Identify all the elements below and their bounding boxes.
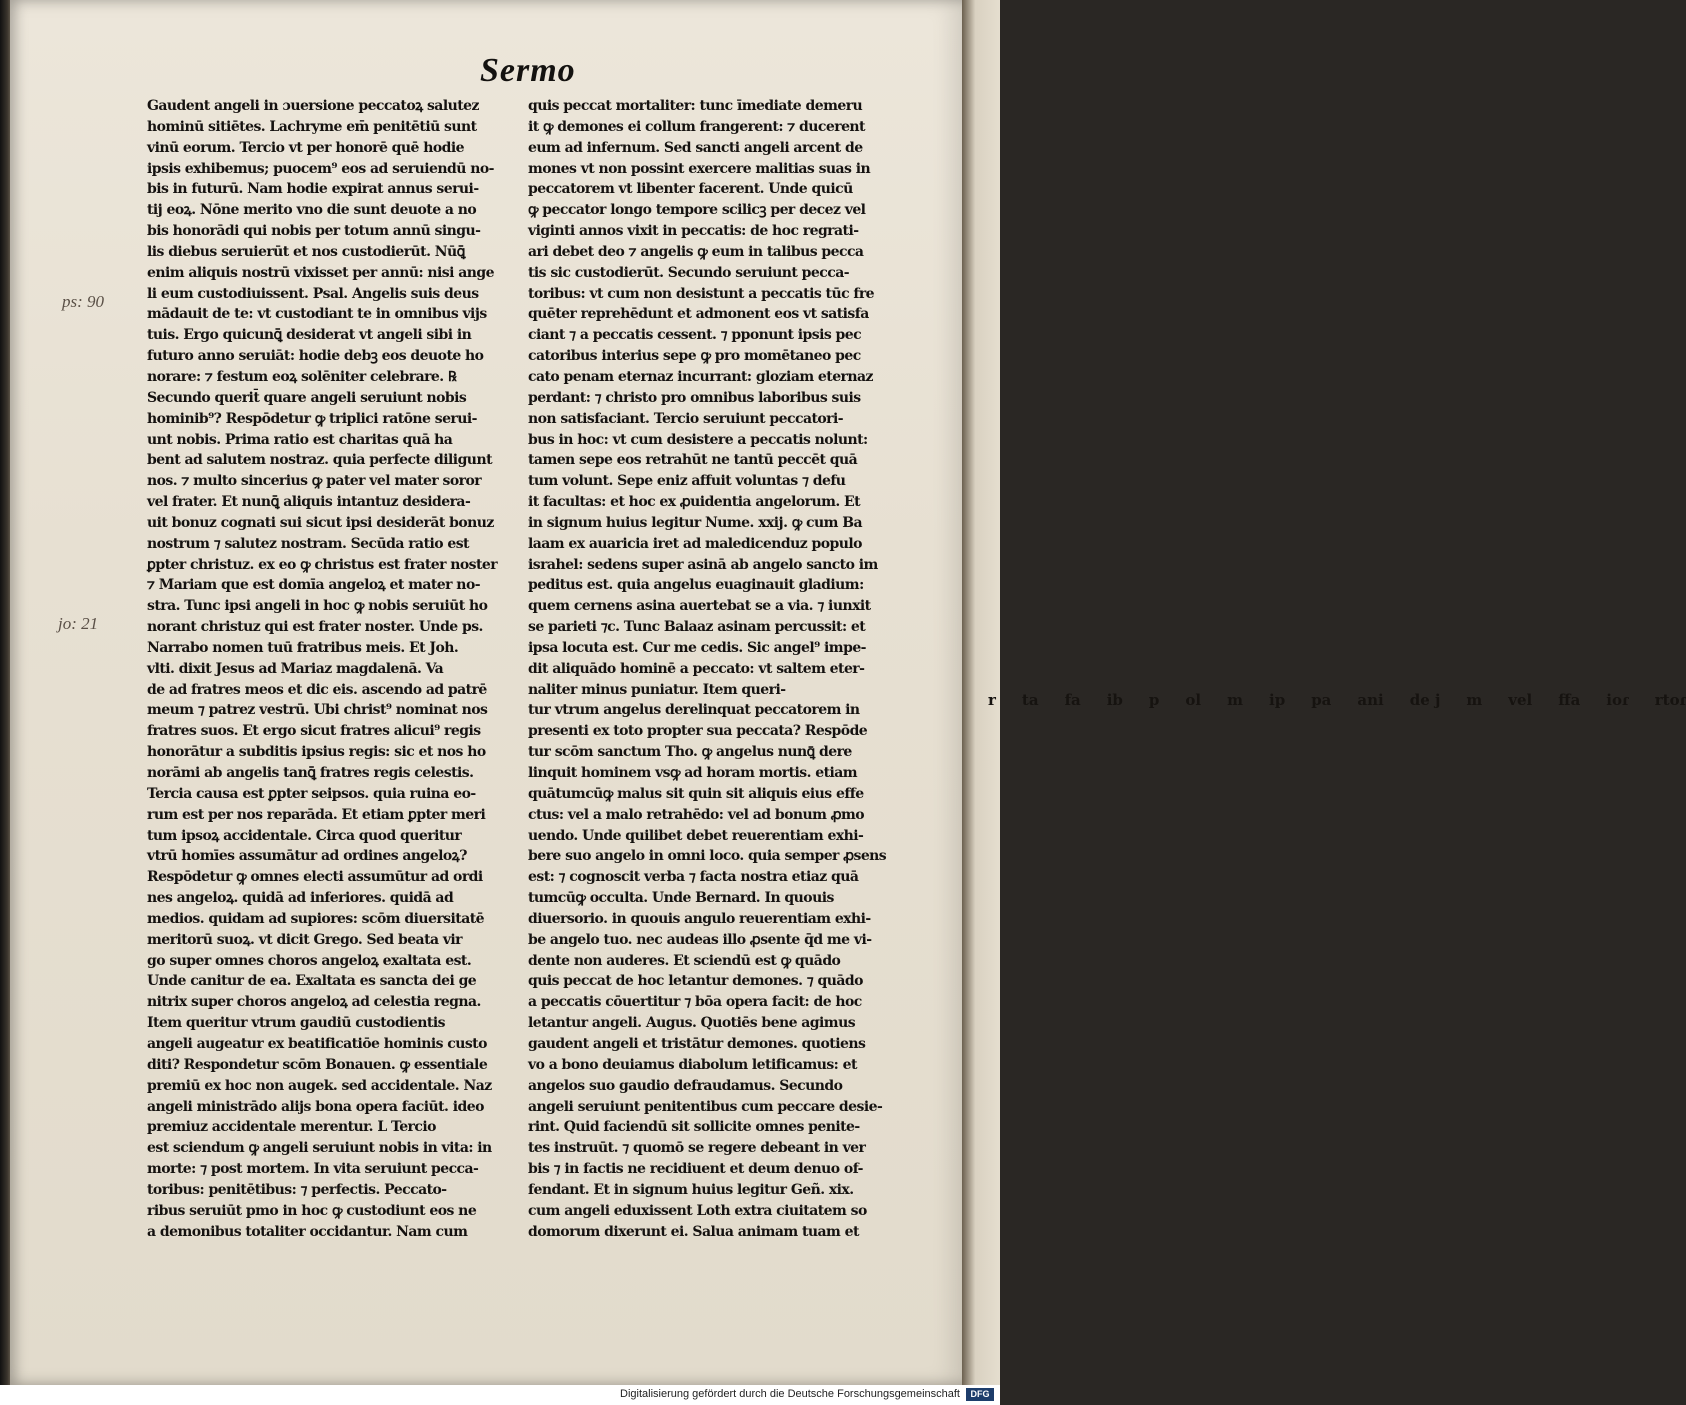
text-line: letantur angeli. Augus. Quotiēs bene agimus [528, 1015, 856, 1032]
text-line: viginti annos vixit in peccatis: de hoc regrati- [528, 223, 859, 240]
text-line: peditus est. quia angelus euaginauit gladium: [528, 577, 864, 594]
adjacent-text-fragment: rtoɾ [1654, 691, 1686, 709]
text-line: bis honorādi qui nobis per totum annū singu- [147, 223, 481, 240]
text-line: quātumcūꝙ malus sit quin sit aliquis eius effe [528, 785, 864, 802]
text-line: bis in futurū. Nam hodie expirat annus serui- [147, 181, 479, 198]
adjacent-page-text [962, 690, 1686, 710]
text-line: ciant ⁊ a peccatis cessent. ⁊ pponunt ipsis pec [528, 327, 862, 344]
text-line: diuersorio. in quouis angulo reuerentiam exhi- [528, 910, 871, 927]
adjacent-text-fragment: ol [1185, 691, 1202, 709]
text-line: toribus: penitētibus: ⁊ perfectis. Peccato- [147, 1181, 447, 1198]
text-line: quem cernens asina auertebat se a via. ⁊ iunxit [528, 598, 871, 615]
text-line: Narrabo nomen tuū fratribus meis. Et Joh. [147, 639, 459, 656]
text-line: uit bonuz cognati sui sicut ipsi desiderāt bonuz [147, 514, 494, 531]
adjacent-text-fragment: ioɾ [1606, 691, 1629, 709]
text-line: rum est per nos reparāda. Et etiam ꝑpter meri [147, 806, 486, 823]
text-line: ꝙ peccator longo tempore scilicꝫ per decez vel [528, 202, 866, 219]
text-line: be angelo tuo. nec audeas illo ꝓsente q̄d me vi- [528, 931, 872, 948]
text-line: ipsis exhibemus; puocem⁹ eos ad seruiendū no- [147, 160, 494, 177]
text-line: norāmi ab angelis tanꝗ̄ fratres regis celestis. [147, 765, 474, 781]
text-line: it facultas: et hoc ex ꝓuidentia angelorum. Et [528, 494, 861, 511]
text-line: premiū ex hoc non augek. sed accidentale. Naz [147, 1077, 492, 1094]
adjacent-text-fragment: pa [1311, 691, 1332, 709]
text-line: laam ex auaricia iret ad maledicenduz populo [528, 535, 862, 552]
text-line: angeli seruiunt penitentibus cum peccare desie- [528, 1098, 883, 1115]
text-line: eum ad infernum. Sed sancti angeli arcent de [528, 139, 863, 156]
text-line: tij eoꝝ. Nōne merito vno die sunt deuote a no [147, 202, 477, 219]
text-line: angelos suo gaudio defraudamus. Secundo [528, 1077, 843, 1094]
text-line: ꝑpter christuz. ex eo ꝙ christus est frater noster [147, 556, 498, 573]
text-line: tumcūꝙ occulta. Unde Bernard. In quouis [528, 890, 834, 907]
text-line: tes instruūt. ⁊ quomō se regere debeant in ver [528, 1140, 866, 1157]
text-line: meritorū suoꝝ. vt dicit Grego. Sed beata vir [147, 931, 463, 948]
text-line: ribus seruiūt pmo in hoc ꝙ custodiunt eos ne [147, 1202, 477, 1219]
text-line: dit aliquādo hominē a peccato: vt saltem eter- [528, 660, 865, 677]
adjacent-text-fragment: ip [1269, 691, 1286, 709]
text-line: uendo. Unde quilibet debet reuerentiam exhi- [528, 827, 864, 844]
text-line: Respōdetur ꝙ omnes electi assumūtur ad ordi [147, 869, 483, 886]
text-line: Unde canitur de ea. Exaltata es sancta dei ge [147, 973, 477, 990]
margin-note-psalm: ps: 90 [62, 292, 105, 311]
text-line: toribus: vt cum non desistunt a peccatis tūc fre [528, 285, 875, 302]
adjacent-text-fragment: ib [1106, 691, 1123, 709]
text-line: vel frater. Et nunꝗ̄ aliquis intantuz desidera- [147, 494, 471, 511]
text-line: tur scōm sanctum Tho. ꝙ angelus nunꝗ̄ dere [528, 744, 852, 761]
text-line: tum volunt. Sepe eniz affuit voluntas ⁊ defu [528, 473, 846, 490]
adjacent-text-fragment: ta [1021, 691, 1039, 709]
text-line: unt nobis. Prima ratio est charitas quā ha [147, 431, 453, 448]
text-line: nos. ⁊ multo sincerius ꝙ pater vel mater soror [147, 473, 482, 490]
text-line: ctus: vel a malo retrahēdo: vel ad bonum ꝓmo [528, 806, 865, 823]
text-line: Item queritur vtrum gaudiū custodientis [147, 1015, 445, 1032]
text-line: diti? Respondetur scōm Bonauen. ꝙ essentiale [147, 1056, 488, 1073]
text-line: Tercia causa est ꝑpter seipsos. quia ruina eo- [147, 785, 476, 802]
text-line: presenti ex toto propter sua peccata? Respōde [528, 723, 868, 740]
text-line: se parieti ⁊c. Tunc Balaaz asinam percussit: et [528, 619, 866, 636]
text-line: vtrū homīes assumātur ad ordines angeloꝝ? [147, 848, 467, 865]
text-line: li eum custodiuissent. Psal. Angelis suis deus [147, 285, 479, 302]
text-line: nitrix super choros angeloꝝ ad celestia regna. [147, 994, 481, 1011]
text-line: nostrum ⁊ salutez nostram. Secūda ratio est [147, 535, 469, 552]
dfg-logo: DFG [966, 1388, 994, 1401]
text-line: quis peccat de hoc letantur demones. ⁊ quādo [528, 973, 863, 990]
adjacent-text-fragment: ani [1357, 691, 1384, 709]
text-line: ⁊ Mariam que est domīa angeloꝝ et mater no- [147, 577, 480, 594]
text-line: de ad fratres meos et dic eis. ascendo ad patrē [147, 681, 487, 698]
text-line: quis peccat mortaliter: tunc īmediate demeru [528, 98, 863, 114]
text-line: israhel: sedens super asinā ab angelo sancto im [528, 556, 878, 573]
digitization-footer [0, 1385, 1000, 1405]
text-line: angeli ministrādo alijs bona opera faciūt. ideo [147, 1098, 484, 1115]
text-line: peccatorem vt libenter facerent. Unde quicū [528, 181, 853, 198]
text-line: meum ⁊ patrez vestrū. Ubi christ⁹ nominat nos [147, 702, 488, 719]
text-line: a peccatis cōuertitur ⁊ bōa opera facit: de hoc [528, 994, 862, 1011]
adjacent-text-fragment: vel [1508, 691, 1533, 709]
text-line: bis ⁊ in factis ne recidiuent et deum denuo of- [528, 1161, 863, 1178]
text-line: medios. quidam ad supiores: scōm diuersitatē [147, 910, 484, 927]
text-line: tamen sepe eos retrahūt ne tantū peccēt quā [528, 452, 858, 469]
text-line: naliter minus puniatur. Item queri- [528, 681, 786, 698]
text-line: vinū eorum. Tercio vt per honorē quē hodie [147, 139, 464, 156]
text-line: norant christuz qui est frater noster. Unde ps. [147, 619, 483, 636]
adjacent-text-fragment: ffa [1558, 691, 1581, 709]
text-line: hominib⁹? Respōdetur ꝙ triplici ratōne serui- [147, 410, 477, 427]
text-line: bus in hoc: vt cum desistere a peccatis nolunt: [528, 431, 868, 448]
text-line: bere suo angelo in omni loco. quia semper ꝓsens [528, 848, 887, 865]
text-line: est sciendum ꝙ angeli seruiunt nobis in vita: in [147, 1140, 492, 1157]
adjacent-text-fragment: m [1227, 691, 1243, 709]
text-line: domorum dixerunt ei. Salua animam tuam et [528, 1223, 859, 1240]
text-line: mones vt non possint exercere malitias suas in [528, 160, 871, 177]
footer-credit: Digitalisierung gefördert durch die Deutsche Forschungsgemeinschaft [620, 1388, 960, 1400]
text-line: in signum huius legitur Nume. xxij. ꝙ cum Ba [528, 514, 862, 531]
text-line: futuro anno seruiāt: hodie debꝫ eos deuote ho [147, 348, 484, 365]
text-line: Gaudent angeli in ɔuersione peccatoꝝ salutez [147, 98, 479, 114]
text-line: go super omnes choros angeloꝝ exaltata est. [147, 952, 472, 969]
text-line: it ꝙ demones ei collum frangerent: ⁊ ducerent [528, 118, 865, 135]
text-line: bent ad salutem nostraz. quia perfecte diligunt [147, 452, 492, 469]
text-line: non satisfaciant. Tercio seruiunt peccatori- [528, 410, 844, 427]
text-line: linquit hominem vsꝙ ad horam mortis. etiam [528, 765, 858, 781]
adjacent-text-fragment: r [988, 691, 996, 709]
text-line: a demonibus totaliter occidantur. Nam cum [147, 1223, 468, 1240]
text-line: norare: ⁊ festum eoꝝ solēniter celebrare. ℞ [147, 368, 457, 385]
text-line: vlti. dixit Jesus ad Mariaz magdalenā. Va [147, 660, 444, 677]
text-line: tur vtrum angelus derelinquat peccatorem in [528, 702, 860, 719]
text-line: tis sic custodierūt. Secundo seruiunt pecca- [528, 264, 850, 281]
text-line: cato penam eternaz incurrant: gloziam eternaz [528, 368, 873, 385]
adjacent-page-edge [962, 0, 1686, 1385]
adjacent-text-fragment: m [1466, 691, 1483, 709]
text-line: premiuz accidentale merentur. L Tercio [147, 1119, 436, 1136]
adjacent-text-fragment: fa [1064, 691, 1081, 709]
text-line: mādauit de te: vt custodiant te in omnibus vijs [147, 306, 487, 323]
text-line: quēter reprehēdunt et admonent eos vt satisfa [528, 306, 869, 323]
text-line: morte: ⁊ post mortem. In vita seruiunt pecca- [147, 1161, 479, 1178]
book-page [10, 0, 965, 1385]
text-line: fratres suos. Et ergo sicut fratres alicui⁹ regis [147, 723, 481, 740]
text-line: gaudent angeli et tristātur demones. quotiens [528, 1035, 866, 1052]
margin-note-john: jo: 21 [58, 614, 99, 633]
text-line: hominū sitiētes. Lachryme em̄ penitētiū sunt [147, 118, 477, 135]
page-heading: Sermo [480, 52, 576, 89]
text-line: honorātur a subditis ipsius regis: sic et nos ho [147, 744, 486, 761]
text-line: catoribus interius sepe ꝙ pro momētaneo pec [528, 348, 861, 365]
text-line: ipsa locuta est. Cur me cedis. Sic angel⁹ impe- [528, 639, 866, 656]
text-line: tum ipsoꝝ accidentale. Circa quod queritur [147, 827, 462, 844]
text-column-right [528, 96, 888, 1242]
text-line: fendant. Et in signum huius legitur Geñ. xix. [528, 1181, 854, 1198]
text-line: lis diebus seruierūt et nos custodierūt. Nūꝗ̄ [147, 243, 465, 260]
text-line: perdant: ⁊ christo pro omnibus laboribus suis [528, 389, 861, 406]
text-line: ari debet deo ⁊ angelis ꝙ eum in talibus pecca [528, 243, 864, 260]
text-line: angeli augeatur ex beatificatiōe hominis custo [147, 1035, 487, 1052]
text-line: tuis. Ergo quicunꝗ̄ desiderat vt angeli sibi in [147, 327, 472, 344]
text-line: vo a bono deuiamus diabolum letificamus: et [528, 1056, 857, 1073]
text-line: nes angeloꝝ. quidā ad inferiores. quidā ad [147, 890, 454, 907]
text-column-left [147, 96, 505, 1242]
text-line: rint. Quid faciendū sit sollicite omnes penite- [528, 1119, 860, 1136]
text-line: est: ⁊ cognoscit verba ⁊ facta nostra etiaz quā [528, 869, 859, 886]
text-line: cum angeli eduxissent Loth extra ciuitatem so [528, 1202, 867, 1219]
adjacent-text-fragment: de j [1409, 691, 1441, 709]
text-line: Secundo querit̄ quare angeli seruiunt nobis [147, 389, 467, 406]
adjacent-text-fragment: p [1148, 691, 1160, 709]
text-line: dente non auderes. Et sciendū est ꝙ quādo [528, 952, 841, 969]
text-line: stra. Tunc ipsi angeli in hoc ꝙ nobis seruiūt ho [147, 598, 488, 615]
text-line: enim aliquis nostrū vixisset per annū: nisi ange [147, 264, 494, 281]
